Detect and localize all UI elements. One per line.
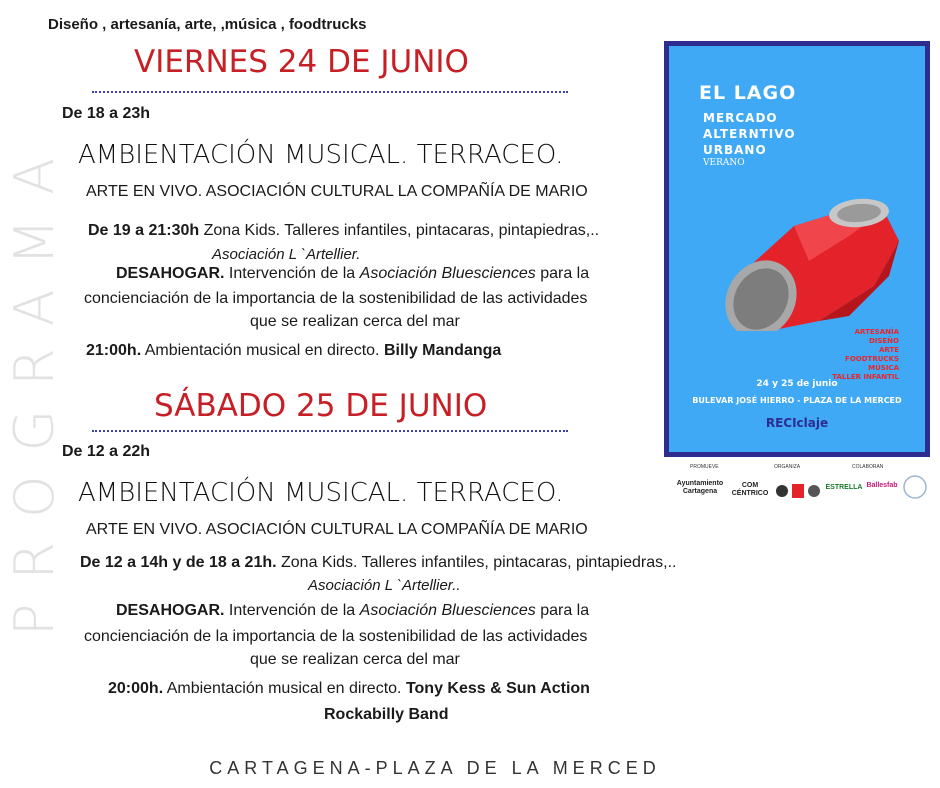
poster-subtitle-2: ALTERNTIVO (703, 127, 796, 141)
footer-location: CARTAGENA-PLAZA DE LA MERCED (209, 758, 661, 778)
saturday-art-line: ARTE EN VIVO. ASOCIACIÓN CULTURAL LA COMPAÑÍA DE MARIO (86, 521, 588, 538)
sponsor-label-organiza: ORGANIZA (774, 464, 801, 470)
friday-kids-text: Zona Kids. Talleres infantiles, pintacaras, pintapiedras,.. (199, 222, 600, 239)
poster-venue: BULEVAR JOSÉ HIERRO - PLAZA DE LA MERCED (692, 396, 902, 405)
logo-colabora-icon (902, 474, 928, 500)
saturday-awareness-1: concienciación de la importancia de la sostenibilidad de las actividades (84, 628, 588, 645)
sponsor-logos (668, 472, 930, 512)
friday-awareness-1: concienciación de la importancia de la sostenibilidad de las actividades (84, 290, 588, 307)
saturday-title: SÁBADO 25 DE JUNIO (154, 388, 488, 424)
saturday-desahogar-assoc: Asociación Bluesciences (359, 602, 536, 619)
side-word-programa: PROGRAMA (3, 133, 66, 637)
logo-organiza-icon (774, 480, 822, 502)
friday-headline: AMBIENTACIÓN MUSICAL. TERRACEO. (78, 140, 564, 170)
saturday-music-line (108, 680, 590, 698)
sponsor-label-colaboran: COLABORAN (852, 464, 884, 470)
friday-desahogar-pre: Intervención de la (224, 265, 360, 282)
friday-desahogar-post: para la (535, 265, 590, 282)
poster-title: EL LAGO (699, 82, 797, 104)
saturday-divider (92, 430, 568, 432)
saturday-music-time: 20:00h. (108, 680, 164, 697)
saturday-desahogar-label: DESAHOGAR. (116, 602, 225, 619)
saturday-kids-text: Zona Kids. Talleres infantiles, pintacaras, pintapiedras,.. (276, 554, 677, 571)
saturday-kids-line (80, 554, 676, 572)
saturday-music-text: Ambientación musical en directo. (163, 680, 406, 697)
poster-list-item: TALLER INFANTIL (832, 373, 899, 381)
poster-subtitle (703, 110, 796, 158)
saturday-awareness-2: que se realizan cerca del mar (250, 651, 460, 668)
tagline: Diseño , artesanía, arte, ,música , foodtrucks (48, 16, 367, 33)
friday-divider (92, 91, 568, 93)
friday-music-artist: Billy Mandanga (383, 342, 502, 359)
friday-desahogar-line (116, 265, 589, 283)
friday-kids-line (88, 222, 599, 240)
logo-ballesfab: Ballesfab (866, 482, 898, 489)
friday-desahogar-label: DESAHOGAR. (116, 265, 225, 282)
logo-estrella: ESTRELLA (825, 484, 863, 491)
saturday-kids-hours: De 12 a 14h y de 18 a 21h. (80, 554, 277, 571)
saturday-hours: De 12 a 22h (62, 443, 151, 460)
saturday-desahogar-line (116, 602, 589, 620)
friday-music-time: 21:00h. (86, 342, 142, 359)
poster-list-item: ARTESANÍA (854, 328, 899, 336)
poster-background (669, 46, 925, 452)
poster-list-item: FOODTRUCKS (845, 355, 899, 363)
event-poster (664, 41, 930, 457)
friday-kids-hours: De 19 a 21:30h (88, 222, 200, 239)
poster-subtitle-1: MERCADO (703, 111, 778, 125)
saturday-kids-assoc: Asociación L `Artellier.. (308, 577, 461, 594)
friday-hours: De 18 a 23h (62, 105, 151, 122)
saturday-music-artist-2: Rockabilly Band (324, 706, 449, 723)
poster-dates: 24 y 25 de junio (756, 379, 838, 389)
poster-activity-list (669, 328, 925, 382)
poster-recycle: RECIclaje (765, 416, 829, 430)
friday-awareness-2: que se realizan cerca del mar (250, 313, 460, 330)
poster-list-item: DISEÑO (868, 337, 899, 345)
saturday-desahogar-post: para la (535, 602, 590, 619)
saturday-headline: AMBIENTACIÓN MUSICAL. TERRACEO. (78, 478, 564, 508)
friday-kids-assoc: Asociación L `Artellier. (212, 246, 361, 263)
friday-title: VIERNES 24 DE JUNIO (134, 44, 469, 80)
friday-desahogar-assoc: Asociación Bluesciences (359, 265, 536, 282)
crushed-can-image (699, 181, 919, 331)
logo-ayuntamiento: Ayuntamiento Cartagena (676, 480, 724, 495)
saturday-desahogar-pre: Intervención de la (224, 602, 360, 619)
friday-music-line (86, 342, 501, 360)
poster-list-item: ARTE (878, 346, 899, 354)
friday-art-line: ARTE EN VIVO. ASOCIACIÓN CULTURAL LA COMPAÑÍA DE MARIO (86, 183, 588, 200)
friday-music-text: Ambientación musical en directo. (141, 342, 384, 359)
sponsor-label-promueve: PROMUEVE (690, 464, 719, 470)
poster-list-item: MÚSICA (868, 364, 899, 372)
logo-comcentrico: COM CÉNTRICO (731, 482, 769, 497)
saturday-music-artist: Tony Kess & Sun Action (405, 680, 590, 697)
poster-subtitle-3: URBANO (703, 143, 767, 157)
poster-season: VERANO (703, 158, 745, 168)
